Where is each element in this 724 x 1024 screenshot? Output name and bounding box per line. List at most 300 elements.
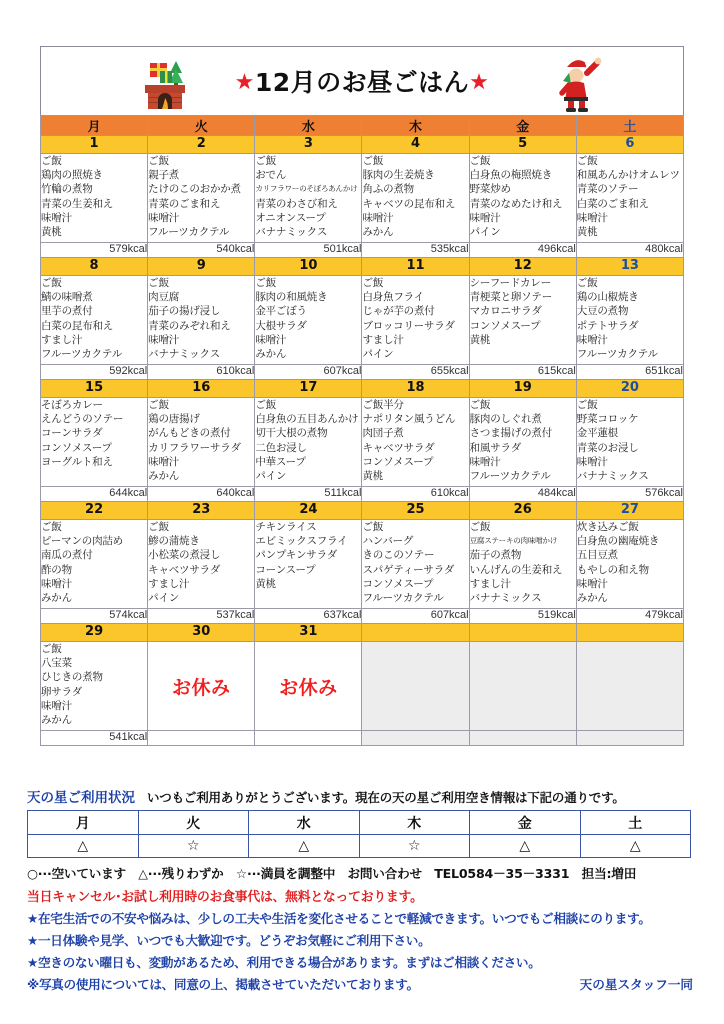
menu-cell xyxy=(148,276,255,365)
dish-item: 味噌汁 xyxy=(148,211,180,224)
calendar-menu-row xyxy=(41,276,684,365)
calendar-menu-row xyxy=(41,642,684,731)
dish-item: 和風サラダ xyxy=(469,441,522,454)
dish-item: 角ふの煮物 xyxy=(362,183,414,196)
calendar-daynum: 10 xyxy=(255,258,362,276)
menu-cell xyxy=(362,154,469,243)
dish-item: 中華スープ xyxy=(255,455,306,468)
dish-item: 黄桃 xyxy=(255,577,276,590)
weekday-header-tue: 火 xyxy=(148,116,255,136)
availability-table xyxy=(27,810,691,858)
dish-list xyxy=(148,520,254,605)
dish-item: マカロニサラダ xyxy=(469,305,542,318)
dish-list xyxy=(577,398,683,483)
calendar-daynum: 19 xyxy=(469,380,576,398)
kcal-value: 541kcal xyxy=(41,731,148,746)
dish-item: 茄子の煮物 xyxy=(469,549,522,562)
availability-header-wed: 水 xyxy=(249,811,360,835)
menu-cell xyxy=(255,276,362,365)
menu-cell xyxy=(469,154,576,243)
dish-item: ナポリタン風うどん xyxy=(362,413,456,426)
kcal-value: 576kcal xyxy=(576,487,683,502)
menu-cell xyxy=(41,520,148,609)
dish-item: 白身魚の五目あんかけ xyxy=(255,413,359,426)
kcal-value: 537kcal xyxy=(148,609,255,624)
dish-item: 小松菜の煮浸し xyxy=(148,549,221,562)
availability-value-wed: △ xyxy=(249,835,360,858)
dish-list xyxy=(470,276,576,347)
dish-item: バナナミックス xyxy=(148,348,220,361)
menu-cell xyxy=(362,398,469,487)
calendar-kcal-row xyxy=(41,609,684,624)
dish-item: フルーツカクテル xyxy=(41,348,123,361)
dish-item: みかん xyxy=(148,470,180,483)
menu-cell xyxy=(469,398,576,487)
availability-header-mon: 月 xyxy=(28,811,139,835)
dish-item: 鶏肉の照焼き xyxy=(41,169,103,182)
dish-list xyxy=(255,398,361,483)
dish-list xyxy=(577,276,683,361)
dish-item: パイン xyxy=(255,470,287,483)
dish-item: ハンバーグ xyxy=(362,535,414,548)
calendar-daynum-row xyxy=(41,624,684,642)
dish-item: ご飯 xyxy=(41,643,62,655)
dish-item: バナナミックス xyxy=(576,470,649,483)
dish-list xyxy=(255,520,361,591)
dish-item: 青菜の生姜和え xyxy=(41,197,114,210)
dish-item: ご飯 xyxy=(148,521,169,533)
dish-list xyxy=(255,154,361,239)
dish-item: ご飯 xyxy=(255,399,276,411)
dish-item: カリフラワーのそぼろあんかけ xyxy=(255,184,358,194)
dish-item: ポテトサラダ xyxy=(576,319,639,332)
dish-item: 黄桃 xyxy=(576,226,598,239)
dish-list xyxy=(148,276,254,361)
dish-item: 味噌汁 xyxy=(469,211,501,224)
dish-item: 卵サラダ xyxy=(41,685,83,698)
dish-item: 白菜のごま和え xyxy=(576,197,649,210)
menu-cell xyxy=(148,642,255,731)
dish-list xyxy=(255,276,361,361)
dish-item: 金平ごぼう xyxy=(255,305,307,318)
dish-item: じゃが芋の煮付 xyxy=(362,305,435,318)
dish-item: 南瓜の煮付 xyxy=(41,549,93,562)
menu-cell xyxy=(41,154,148,243)
dish-item: コンソメスープ xyxy=(469,319,541,332)
dish-item: 豚肉の生姜焼き xyxy=(362,169,435,182)
calendar-daynum: 17 xyxy=(255,380,362,398)
dish-item: パイン xyxy=(469,226,501,239)
dish-list xyxy=(362,154,468,239)
kcal-value: 535kcal xyxy=(362,243,469,258)
calendar-menu-row xyxy=(41,398,684,487)
dish-item: フルーツカクテル xyxy=(469,470,551,483)
dish-item: 切干大根の煮物 xyxy=(255,427,328,440)
dish-item: 鯖の味噌煮 xyxy=(41,291,93,304)
dish-item: コンソメスープ xyxy=(362,577,434,590)
availability-value-tue: ☆ xyxy=(138,835,249,858)
dish-item: ご飯 xyxy=(469,399,491,411)
dish-item: 肉豆腐 xyxy=(148,291,180,304)
dish-item: ご飯半分 xyxy=(362,399,404,411)
dish-item: 茄子の揚げ浸し xyxy=(148,305,221,318)
dish-list xyxy=(41,154,147,239)
dish-item: コーンサラダ xyxy=(41,427,103,440)
kcal-value: 579kcal xyxy=(41,243,148,258)
lunch-menu-calendar xyxy=(40,115,684,746)
dish-item: 豚肉のしぐれ煮 xyxy=(469,413,542,426)
calendar-kcal-row xyxy=(41,243,684,258)
footer-info xyxy=(27,786,699,993)
kcal-value: 511kcal xyxy=(255,487,362,502)
dish-item: パイン xyxy=(148,592,180,605)
calendar-daynum: 20 xyxy=(576,380,683,398)
menu-cell xyxy=(576,398,683,487)
calendar-daynum-row xyxy=(41,380,684,398)
kcal-value: 651kcal xyxy=(576,365,683,380)
availability-value-fri: △ xyxy=(470,835,581,858)
dish-item: みかん xyxy=(41,714,72,727)
menu-cell xyxy=(255,520,362,609)
menu-cell xyxy=(362,276,469,365)
dish-item: ご飯 xyxy=(148,399,169,411)
dish-item: ご飯 xyxy=(469,155,491,167)
calendar-daynum-row xyxy=(41,258,684,276)
dish-item: みかん xyxy=(255,348,287,361)
calendar-daynum: 13 xyxy=(576,258,683,276)
menu-cell xyxy=(148,520,255,609)
calendar-daynum-row xyxy=(41,136,684,154)
dish-item: ピーマンの肉詰め xyxy=(41,535,123,548)
kcal-value: 640kcal xyxy=(148,487,255,502)
dish-item: キャベツサラダ xyxy=(362,441,435,454)
dish-item: ご飯 xyxy=(576,277,598,289)
menu-cell xyxy=(148,154,255,243)
dish-item: 味噌汁 xyxy=(148,455,180,468)
dish-item: 大根サラダ xyxy=(255,319,307,332)
calendar-daynum-empty xyxy=(576,624,683,642)
dish-item: ご飯 xyxy=(148,277,169,289)
calendar-daynum: 4 xyxy=(362,136,469,154)
calendar-menu-row xyxy=(41,154,684,243)
title-banner xyxy=(40,46,684,115)
dish-item: 味噌汁 xyxy=(362,211,394,224)
dish-item: ブロッコリーサラダ xyxy=(362,319,455,332)
menu-sheet xyxy=(40,46,684,746)
calendar-daynum: 8 xyxy=(41,258,148,276)
dish-item: 白身魚の梅照焼き xyxy=(469,169,553,182)
dish-item: そぼろカレー xyxy=(41,399,103,411)
availability-header-sat: 土 xyxy=(580,811,691,835)
menu-cell xyxy=(255,154,362,243)
menu-cell xyxy=(41,642,148,731)
calendar-daynum: 6 xyxy=(576,136,683,154)
dish-item: 青菜のソテー xyxy=(576,183,639,196)
dish-item: 黄桃 xyxy=(469,333,491,346)
kcal-value: 519kcal xyxy=(469,609,576,624)
dish-item: 白身魚の幽庵焼き xyxy=(576,535,660,548)
menu-cell-empty xyxy=(362,642,469,731)
kcal-value: 501kcal xyxy=(255,243,362,258)
dish-item: 黄桃 xyxy=(362,470,384,483)
dish-item: 肉団子煮 xyxy=(362,427,404,440)
dish-item: 青菜のなめたけ和え xyxy=(469,197,563,210)
kcal-value xyxy=(576,731,683,746)
photo-usage-notice: ※写真の使用については、同意の上、掲載させていただいております。 xyxy=(27,977,419,992)
dish-item: キャベツサラダ xyxy=(148,563,221,576)
cancellation-notice: 当日キャンセル･お試し利用時のお食事代は、無料となっております。 xyxy=(27,890,423,905)
dish-item: コンソメスープ xyxy=(41,441,112,454)
dish-item: フルーツカクテル xyxy=(362,592,444,605)
kcal-value: 644kcal xyxy=(41,487,148,502)
dish-item: エビミックスフライ xyxy=(255,535,348,548)
calendar-daynum: 3 xyxy=(255,136,362,154)
dish-item: たけのこのおかか煮 xyxy=(148,183,241,196)
dish-item: 味噌汁 xyxy=(148,333,180,346)
photo-notice-row xyxy=(27,974,699,993)
dish-list xyxy=(41,398,147,469)
dish-item: 豆腐ステーキの肉味噌かけ xyxy=(469,536,557,546)
calendar-daynum: 2 xyxy=(148,136,255,154)
dish-item: ご飯 xyxy=(255,155,276,167)
calendar-menu-row xyxy=(41,520,684,609)
weekday-header-wed: 水 xyxy=(255,116,362,136)
dish-item: 二色お浸し xyxy=(255,441,307,454)
dish-list xyxy=(41,276,147,361)
dish-item: みかん xyxy=(576,592,608,605)
dish-item: みかん xyxy=(362,226,394,239)
availability-header-tue: 火 xyxy=(138,811,249,835)
availability-value-row xyxy=(28,835,691,858)
dish-item: ご飯 xyxy=(41,521,62,533)
dish-item: オニオンスープ xyxy=(255,211,326,224)
dish-item: 酢の物 xyxy=(41,563,72,576)
dish-list xyxy=(41,520,147,605)
title-star-right-icon: ★ xyxy=(469,70,490,95)
kcal-value: 610kcal xyxy=(148,365,255,380)
calendar-daynum: 30 xyxy=(148,624,255,642)
dish-item: ヨーグルト和え xyxy=(41,455,113,468)
dish-item: すまし汁 xyxy=(148,577,190,590)
dish-list xyxy=(470,520,576,605)
kcal-value: 480kcal xyxy=(576,243,683,258)
calendar-daynum: 15 xyxy=(41,380,148,398)
calendar-daynum: 12 xyxy=(469,258,576,276)
dish-item: 味噌汁 xyxy=(41,577,72,590)
menu-cell xyxy=(362,520,469,609)
dish-item: がんもどきの煮付 xyxy=(148,427,231,440)
dish-item: コンソメスープ xyxy=(362,455,434,468)
menu-cell xyxy=(469,520,576,609)
calendar-daynum: 29 xyxy=(41,624,148,642)
legend-and-contact: ○···空いています △···残りわずか ☆···満員を調整中 お問い合わせ TEL0584－35－3331 担当:増田 xyxy=(27,866,637,881)
dish-list xyxy=(41,642,147,727)
kcal-value: 484kcal xyxy=(469,487,576,502)
dish-item: えんどうのソテー xyxy=(41,413,124,426)
dish-item: 味噌汁 xyxy=(576,333,608,346)
dish-item: シーフードカレー xyxy=(469,277,551,289)
dish-item: 味噌汁 xyxy=(255,333,287,346)
calendar-daynum: 26 xyxy=(469,502,576,520)
calendar-daynum-row xyxy=(41,502,684,520)
dish-item: 鯵の蒲焼き xyxy=(148,535,200,548)
dish-item: ひじきの煮物 xyxy=(41,671,103,684)
dish-item: おでん xyxy=(255,169,287,182)
dish-item: コーンスープ xyxy=(255,563,316,576)
dish-item: 青菜のわさび和え xyxy=(255,197,338,210)
dish-list xyxy=(362,398,468,483)
menu-cell-empty xyxy=(576,642,683,731)
dish-item: 親子煮 xyxy=(148,169,180,182)
dish-item: バナナミックス xyxy=(255,226,328,239)
dish-item: ご飯 xyxy=(41,155,62,167)
kcal-value xyxy=(362,731,469,746)
calendar-daynum: 5 xyxy=(469,136,576,154)
calendar-daynum: 1 xyxy=(41,136,148,154)
availability-value-mon: △ xyxy=(28,835,139,858)
menu-cell xyxy=(255,642,362,731)
kcal-value: 637kcal xyxy=(255,609,362,624)
dish-list xyxy=(148,398,254,483)
dish-item: みかん xyxy=(41,592,72,605)
closed-label: お休み xyxy=(279,676,338,699)
staff-signature: 天の星スタッフ一同 xyxy=(579,977,693,992)
availability-title: 天の星ご利用状況 xyxy=(27,790,135,806)
calendar-daynum: 22 xyxy=(41,502,148,520)
dish-item: 大豆の煮物 xyxy=(576,305,629,318)
weekday-header-thu: 木 xyxy=(362,116,469,136)
title-label: 12月のお昼ごはん xyxy=(254,68,470,97)
dish-item: スパゲティーサラダ xyxy=(362,563,455,576)
dish-list xyxy=(470,154,576,239)
dish-item: 鶏の山椒焼き xyxy=(576,291,639,304)
kcal-value: 574kcal xyxy=(41,609,148,624)
dish-item: 味噌汁 xyxy=(469,455,501,468)
calendar-kcal-row xyxy=(41,487,684,502)
menu-cell xyxy=(255,398,362,487)
weekday-header-mon: 月 xyxy=(41,116,148,136)
dish-item: 白身魚フライ xyxy=(362,291,424,304)
dish-item: 豚肉の和風焼き xyxy=(255,291,328,304)
dish-item: 青菜のお浸し xyxy=(576,441,639,454)
note-line-3: ★空きのない曜日も、変動があるため、利用できる場合があります。まずはご相談ください。 xyxy=(27,955,541,970)
dish-item: 黄桃 xyxy=(41,226,62,239)
dish-item: 味噌汁 xyxy=(576,577,608,590)
kcal-value: 615kcal xyxy=(469,365,576,380)
note-line-1: ★在宅生活での不安や悩みは、少しの工夫や生活を変化させることで軽減できます。いつでもご相談にのります。 xyxy=(27,911,651,926)
dish-item: 味噌汁 xyxy=(41,211,72,224)
calendar-daynum: 18 xyxy=(362,380,469,398)
dish-item: 味噌汁 xyxy=(41,699,72,712)
calendar-daynum: 23 xyxy=(148,502,255,520)
dish-item: ご飯 xyxy=(41,277,62,289)
note-line-2: ★一日体験や見学、いつでも大歓迎です。どうぞお気軽にご利用下さい。 xyxy=(27,933,431,948)
dish-item: 青梗菜と卵ソテー xyxy=(469,291,553,304)
menu-cell xyxy=(576,276,683,365)
dish-item: ご飯 xyxy=(362,521,384,533)
kcal-value: 540kcal xyxy=(148,243,255,258)
dish-item: さつま揚げの煮付 xyxy=(469,427,553,440)
dish-item: すまし汁 xyxy=(41,333,83,346)
menu-cell xyxy=(41,276,148,365)
dish-item: ご飯 xyxy=(469,521,491,533)
kcal-value: 607kcal xyxy=(255,365,362,380)
christmas-gifts-fireplace-icon xyxy=(136,53,194,111)
availability-note: いつもご利用ありがとうございます。現在の天の星ご利用空き情報は下記の通りです。 xyxy=(147,790,625,805)
menu-cell-empty xyxy=(469,642,576,731)
kcal-value xyxy=(469,731,576,746)
dish-item: もやしの和え物 xyxy=(576,563,649,576)
dish-list xyxy=(148,154,254,239)
weekday-header-row xyxy=(41,116,684,136)
menu-cell xyxy=(41,398,148,487)
dish-item: 味噌汁 xyxy=(576,455,608,468)
dish-item: 竹輪の煮物 xyxy=(41,183,93,196)
dish-item: すまし汁 xyxy=(362,333,404,346)
dish-item: ご飯 xyxy=(362,155,384,167)
dish-item: パイン xyxy=(362,348,394,361)
kcal-value: 655kcal xyxy=(362,365,469,380)
menu-cell xyxy=(576,520,683,609)
calendar-daynum: 25 xyxy=(362,502,469,520)
kcal-value: 592kcal xyxy=(41,365,148,380)
calendar-daynum: 11 xyxy=(362,258,469,276)
weekday-header-sat: 土 xyxy=(576,116,683,136)
calendar-daynum: 16 xyxy=(148,380,255,398)
calendar-daynum: 9 xyxy=(148,258,255,276)
availability-header-thu: 木 xyxy=(359,811,470,835)
kcal-value: 607kcal xyxy=(362,609,469,624)
availability-header-fri: 金 xyxy=(470,811,581,835)
calendar-daynum: 31 xyxy=(255,624,362,642)
dish-item: パンプキンサラダ xyxy=(255,549,338,562)
calendar-daynum-empty xyxy=(362,624,469,642)
calendar-body xyxy=(41,136,684,746)
dish-item: 青菜のみぞれ和え xyxy=(148,319,231,332)
calendar-daynum-empty xyxy=(469,624,576,642)
dish-item: カリフラワーサラダ xyxy=(148,441,241,454)
dish-item: いんげんの生姜和え xyxy=(469,563,563,576)
calendar-daynum: 24 xyxy=(255,502,362,520)
dish-item: 味噌汁 xyxy=(576,211,608,224)
kcal-value: 496kcal xyxy=(469,243,576,258)
availability-value-sat: △ xyxy=(580,835,691,858)
dish-list xyxy=(470,398,576,483)
dish-item: ご飯 xyxy=(576,399,598,411)
kcal-value xyxy=(148,731,255,746)
dish-item: 鶏の唐揚げ xyxy=(148,413,200,426)
calendar-kcal-row xyxy=(41,731,684,746)
kcal-value xyxy=(255,731,362,746)
dish-item: きのこのソテー xyxy=(362,549,435,562)
dish-item: ご飯 xyxy=(576,155,598,167)
menu-cell xyxy=(576,154,683,243)
dish-item: キャベツの昆布和え xyxy=(362,197,456,210)
kcal-value: 479kcal xyxy=(576,609,683,624)
calendar-kcal-row xyxy=(41,365,684,380)
dish-list xyxy=(362,520,468,605)
dish-item: 青菜のごま和え xyxy=(148,197,221,210)
dish-item: ご飯 xyxy=(362,277,384,289)
menu-cell xyxy=(469,276,576,365)
dish-item: 野菜炒め xyxy=(469,183,511,196)
dish-item: 金平蓮根 xyxy=(576,427,618,440)
dish-list xyxy=(362,276,468,361)
dish-item: 八宝菜 xyxy=(41,657,72,670)
santa-claus-icon xyxy=(551,51,605,113)
calendar-daynum: 27 xyxy=(576,502,683,520)
title-star-left-icon: ★ xyxy=(234,70,255,95)
